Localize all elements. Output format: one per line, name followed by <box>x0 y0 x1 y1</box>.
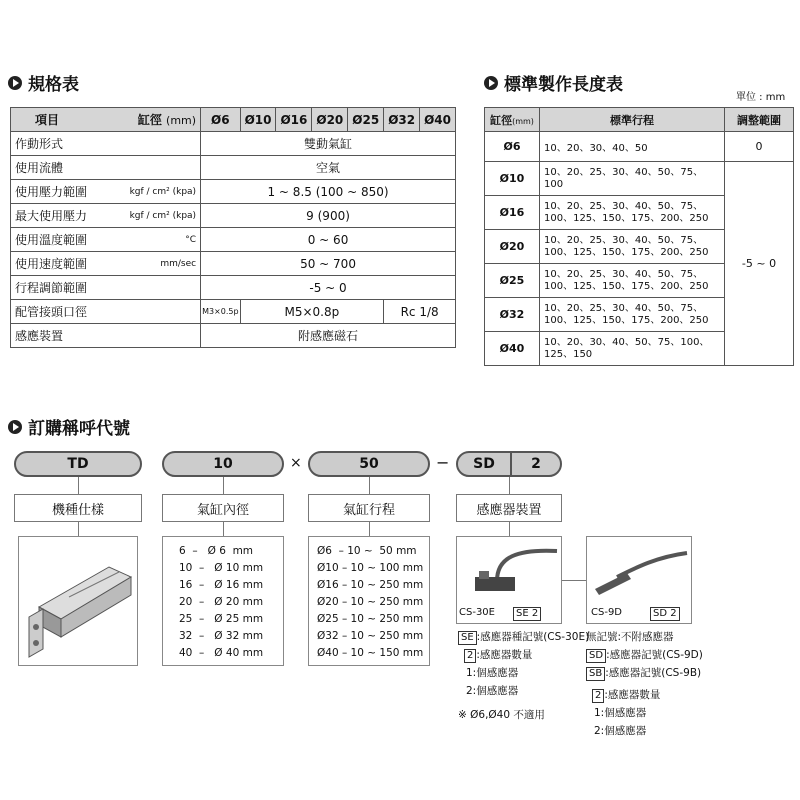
order-section-title: 訂購稱呼代號 <box>8 414 130 439</box>
list-item: 10 – Ø 10 mm <box>179 562 264 574</box>
table-row: Ø32 10、20、25、30、40、50、75、100、125、150、175、200、250 <box>485 298 794 332</box>
table-row: 使用速度範圍 mm/sec 50 ~ 700 <box>11 252 456 276</box>
sensor-notes-right: 無記號:不附感應器 SD :感應器記號(CS-9D) SB :感應器記號(CS-9B) 2 :感應器數量 1:個感應器 2:個感應器 <box>586 631 703 737</box>
sensor-cs30e-pane: CS-30E SE 2 <box>456 536 562 624</box>
table-row: Ø40 10、20、30、40、50、75、100、125、150 <box>485 332 794 366</box>
stroke-list-pane <box>308 536 430 666</box>
spec-size: Ø16 <box>276 108 312 132</box>
spec-size: Ø40 <box>420 108 456 132</box>
section-arrow-icon <box>8 420 22 434</box>
unit-note: 單位 : mm <box>736 92 786 103</box>
table-row: 使用流體 空氣 <box>11 156 456 180</box>
list-item: 40 – Ø 40 mm <box>179 647 264 659</box>
table-row: 感應裝置 附感應磁石 <box>11 324 456 348</box>
list-item: 25 – Ø 25 mm <box>179 613 264 625</box>
list-item: Ø20 – 10 ~ 250 mm <box>317 596 424 608</box>
stroke-table <box>484 107 794 366</box>
sensor-cs30e-illustration <box>457 537 561 603</box>
spec-header-row <box>11 108 456 132</box>
spec-size: Ø10 <box>240 108 276 132</box>
code-stroke: 50 <box>308 451 430 477</box>
table-row: Ø10 10、20、25、30、40、50、75、100 -5 ~ 0 <box>485 162 794 196</box>
table-row: 使用壓力範圍 kgf / cm² (kpa) 1 ~ 8.5 (100 ~ 850) <box>11 180 456 204</box>
spec-size: Ø6 <box>201 108 241 132</box>
list-item: 6 – Ø 6 mm <box>179 545 254 557</box>
list-item: 32 – Ø 32 mm <box>179 630 264 642</box>
sensor-notes-left: SE :感應器種記號(CS-30E) 2 :感應器數量 1:個感應器 2:個感應器 ※ Ø6,Ø40 不適用 <box>458 631 590 721</box>
code-sensor: SD 2 <box>456 451 562 477</box>
bore-list-pane <box>162 536 284 666</box>
sensor-cs9d-illustration <box>587 537 691 603</box>
section-arrow-icon <box>484 76 498 90</box>
list-item: Ø10 – 10 ~ 100 mm <box>317 562 424 574</box>
list-item: Ø25 – 10 ~ 250 mm <box>317 613 424 625</box>
table-row: 使用溫度範圍 °C 0 ~ 60 <box>11 228 456 252</box>
list-item: Ø16 – 10 ~ 250 mm <box>317 579 424 591</box>
table-row: Ø6 10、20、30、40、50 0 <box>485 132 794 162</box>
spec-header-item: 項目 缸徑 (mm) <box>11 108 201 132</box>
list-item: Ø6 – 10 ~ 50 mm <box>317 545 417 557</box>
table-row: 配管接頭口徑 M3×0.5p M5×0.8p Rc 1/8 <box>11 300 456 324</box>
spec-table <box>10 107 456 348</box>
code-model: TD <box>14 451 142 477</box>
list-item: Ø32 – 10 ~ 250 mm <box>317 630 424 642</box>
label-stroke: 氣缸行程 <box>308 494 430 522</box>
table-row: Ø20 10、20、25、30、40、50、75、100、125、150、175、200、250 <box>485 230 794 264</box>
list-item: 20 – Ø 20 mm <box>179 596 264 608</box>
code-bore: 10 <box>162 451 284 477</box>
list-item: 16 – Ø 16 mm <box>179 579 264 591</box>
list-item: Ø40 – 10 ~ 150 mm <box>317 647 424 659</box>
times-sign: × <box>290 455 302 471</box>
table-row: 最大使用壓力 kgf / cm² (kpa) 9 (900) <box>11 204 456 228</box>
label-model: 機種仕樣 <box>14 494 142 522</box>
stroke-section-title: 標準製作長度表 <box>484 70 623 95</box>
spec-size: Ø20 <box>312 108 348 132</box>
sensor-cs9d-pane: CS-9D SD 2 <box>586 536 692 624</box>
section-arrow-icon <box>8 76 22 90</box>
cylinder-illustration <box>19 537 137 665</box>
spec-size: Ø25 <box>348 108 384 132</box>
dash-sign: − <box>436 453 450 472</box>
spec-section-title: 規格表 <box>8 70 79 95</box>
table-row: Ø25 10、20、25、30、40、50、75、100、125、150、175、200、250 <box>485 264 794 298</box>
table-row: 行程調節範圍 -5 ~ 0 <box>11 276 456 300</box>
spec-size: Ø32 <box>384 108 420 132</box>
label-bore: 氣缸內徑 <box>162 494 284 522</box>
stroke-header-row: 缸徑(mm) 標準行程 調整範圍 <box>485 108 794 132</box>
table-row: Ø16 10、20、25、30、40、50、75、100、125、150、175、200、250 <box>485 196 794 230</box>
cylinder-image-pane <box>18 536 138 666</box>
label-sensor: 感應器裝置 <box>456 494 562 522</box>
table-row: 作動形式 雙動氣缸 <box>11 132 456 156</box>
